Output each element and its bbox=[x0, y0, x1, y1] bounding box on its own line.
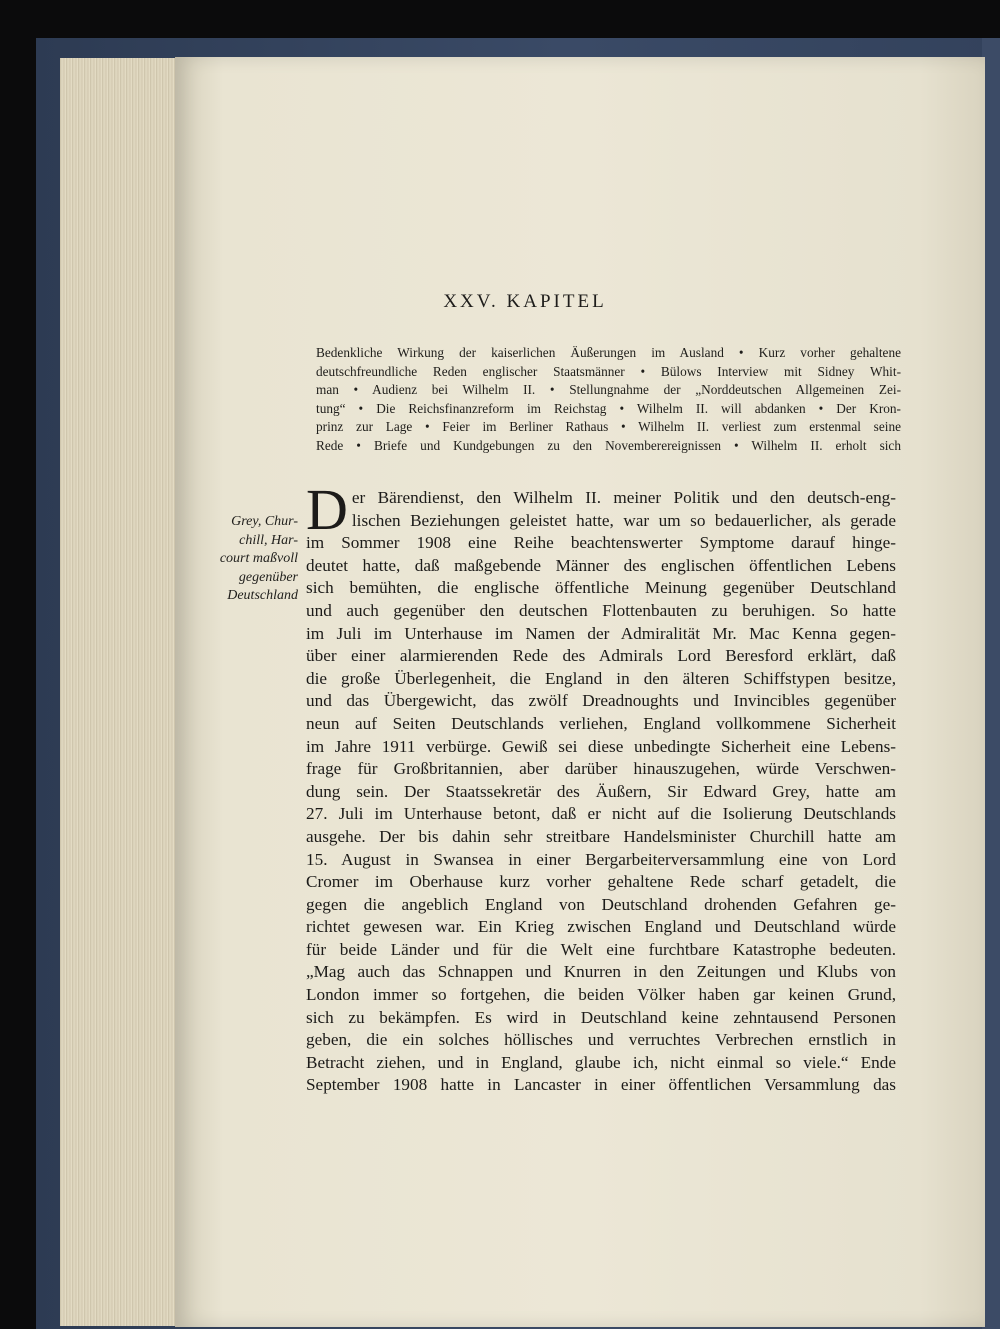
body-line: ausgehe. Der bis dahin sehr streitbare Handelsminister Churchill hatte am bbox=[306, 826, 896, 846]
body-line: frage für Großbritannien, aber darüber hinauszugehen, würde Verschwen- bbox=[306, 759, 896, 779]
summary-line: Rede • Briefe und Kundgebungen zu den Novemberereignissen • Wilhelm II. erholt sich bbox=[316, 437, 901, 453]
body-line: dung sein. Der Staatssekretär des Äußern, Sir Edward Grey, hatte am bbox=[306, 781, 896, 801]
body-line: er Bärendienst, den Wilhelm II. meiner Politik und den deutsch-eng- bbox=[351, 488, 896, 507]
marginal-note-line: Deutschland bbox=[227, 588, 298, 604]
body-line: geben, die ein solches höllisches und verruchtes Verbrechen ernstlich in bbox=[306, 1030, 896, 1050]
body-line: deutet hatte, daß maßgebende Männer des englischen öffentlichen Lebens bbox=[306, 555, 896, 575]
body-line: lischen Beziehungen geleistet hatte, war um so bedauerlicher, als gerade bbox=[351, 510, 896, 530]
drop-cap: D bbox=[306, 477, 348, 542]
summary-line: prinz zur Lage • Feier im Berliner Rathaus • Wilhelm II. verliest zum erstenmal seine bbox=[316, 419, 901, 434]
body-line: sich bemühten, die englische öffentliche Meinung gegenüber Deutschland bbox=[306, 578, 896, 598]
body-line: richtet gewesen war. Ein Krieg zwischen England und Deutschland würde bbox=[306, 917, 896, 937]
body-line: im Sommer 1908 eine Reihe beachtenswerter Symptome darauf hinge- bbox=[306, 533, 896, 553]
body-line: sich zu bekämpfen. Es wird in Deutschland keine zehntausend Personen bbox=[306, 1007, 896, 1027]
body-line: über einer alarmierenden Rede des Admirals Lord Beresford erklärt, daß bbox=[306, 646, 896, 666]
body-line: im Juli im Unterhause im Namen der Admiralität Mr. Mac Kenna gegen- bbox=[306, 623, 896, 643]
body-line: September 1908 hatte in Lancaster in einer öffentlichen Versammlung das bbox=[306, 1075, 896, 1095]
body-line: neun auf Seiten Deutschlands verliehen, England vollkommene Sicherheit bbox=[306, 713, 896, 733]
body-line: gegen die angeblich England von Deutschland drohenden Gefahren ge- bbox=[306, 894, 896, 914]
marginal-note-line: Grey, Chur- bbox=[231, 514, 298, 529]
body-line: „Mag auch das Schnappen und Knurren in den Zeitungen und Klubs von bbox=[306, 962, 896, 982]
body-line: 27. Juli im Unterhause betont, daß er nicht auf die Isolierung Deutschlands bbox=[306, 804, 896, 824]
chapter-title: XXV. KAPITEL bbox=[443, 291, 607, 312]
body-line: Cromer im Oberhause kurz vorher gehaltene Rede scharf getadelt, die bbox=[306, 872, 896, 892]
body-line: die große Überlegenheit, die England in den älteren Schiffstypen besitze, bbox=[306, 668, 896, 688]
body-line: 15. August in Swansea in einer Bergarbeiterversammlung eine von Lord bbox=[306, 849, 896, 869]
page-edges bbox=[60, 58, 190, 1326]
body-line: und auch gegenüber den deutschen Flottenbauten zu beruhigen. So hatte bbox=[306, 600, 896, 620]
marginal-note-line: gegenüber bbox=[238, 569, 298, 585]
body-line: London immer so fortgehen, die beiden Völker haben gar keinen Grund, bbox=[306, 985, 896, 1005]
body-line: im Jahre 1911 verbürge. Gewiß sei diese unbedingte Sicherheit eine Lebens- bbox=[306, 736, 896, 756]
marginal-note-line: chill, Har- bbox=[239, 532, 298, 548]
summary-line: deutschfreundliche Reden englischer Staatsmänner • Bülows Interview mit Sidney Whit- bbox=[316, 363, 901, 379]
chapter-summary bbox=[316, 344, 901, 455]
body-line: und das Übergewicht, das zwölf Dreadnoughts und Invincibles gegenüber bbox=[306, 691, 896, 711]
marginal-note bbox=[196, 513, 298, 606]
body-line: für beide Länder und für die Welt eine furchtbare Katastrophe bedeuten. bbox=[306, 939, 896, 959]
summary-line: Bedenkliche Wirkung der kaiserlichen Äußerungen im Ausland • Kurz vorher gehaltene bbox=[316, 345, 901, 360]
marginal-note-line: court maßvoll bbox=[219, 551, 298, 567]
body-text bbox=[306, 477, 896, 1097]
body-line: Betracht ziehen, und in England, glaube ich, nicht einmal so viele.“ Ende bbox=[306, 1052, 896, 1072]
summary-line: tung“ • Die Reichsfinanzreform im Reichstag • Wilhelm II. will abdanken • Der Kron- bbox=[316, 400, 901, 416]
summary-line: man • Audienz bei Wilhelm II. • Stellungnahme der „Norddeutschen Allgemeinen Zei- bbox=[316, 382, 901, 397]
